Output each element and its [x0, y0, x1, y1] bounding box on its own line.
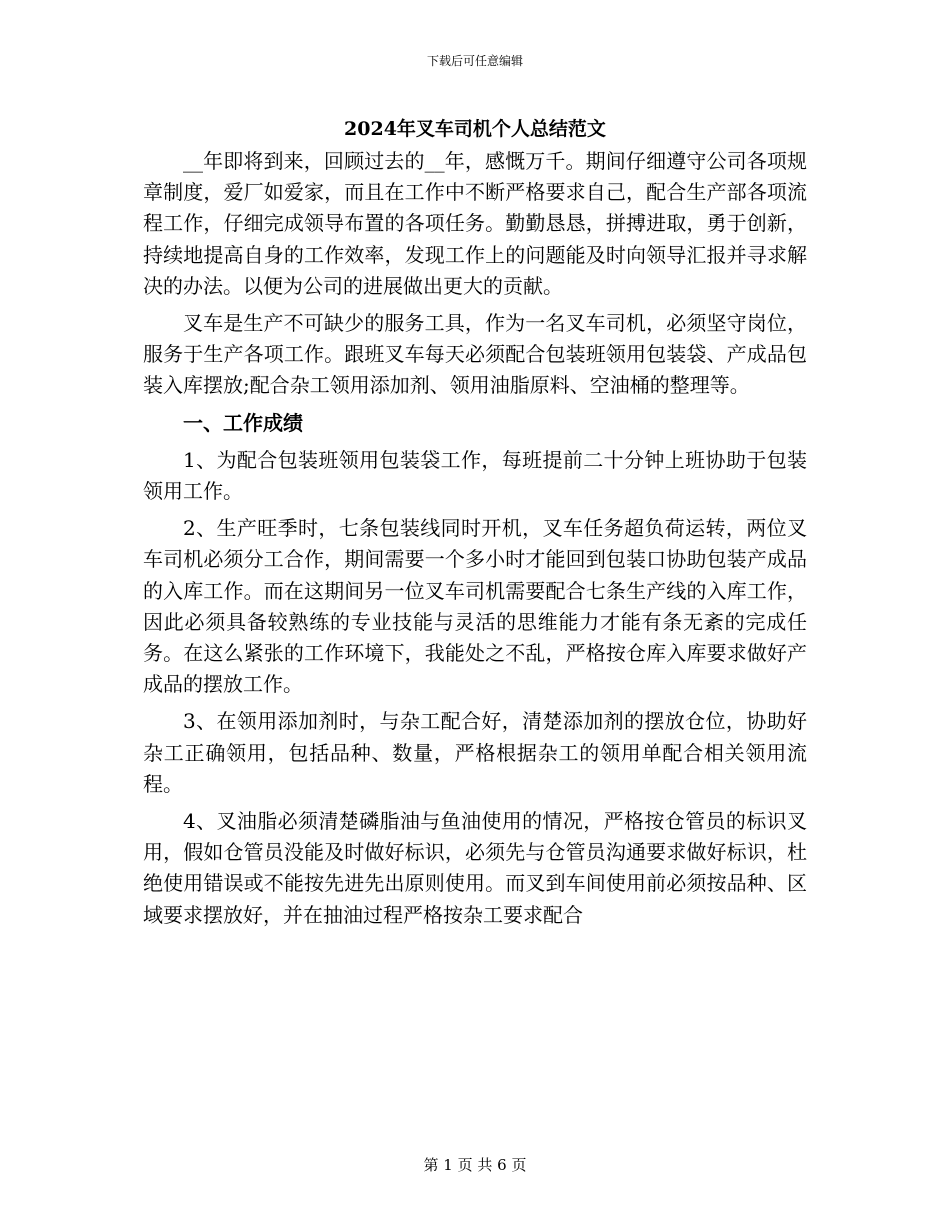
list-item: 1、为配合包装班领用包装袋工作，每班提前二十分钟上班协助于包装领用工作。: [143, 447, 807, 504]
section-heading-work-results: 一、工作成绩: [183, 410, 303, 435]
list-item: 2、生产旺季时，七条包装线同时开机，叉车任务超负荷运转，两位叉车司机必须分工合作，期间需要一个多小时才能回到包装口协助包装产成品的入库工作。而在这期间另一位叉车司机需要配合七条生产线的入库工作，因此必须具备较熟练的专业技能与灵活的思维能力才能有条无紊的完成任务。在这么紧张的工作环境下，我能处之不乱，严格按仓库入库要求做好产成品的摆放工作。: [143, 516, 807, 697]
page-header-note: 下载后可任意编辑: [426, 54, 523, 68]
document-title: 2024年叉车司机个人总结范文: [344, 118, 606, 140]
page-number: 第 1 页 共 6 页: [423, 1156, 527, 1174]
intro-paragraph: __年即将到来，回顾过去的__年，感慨万千。期间仔细遵守公司各项规章制度，爱厂如爱家，而且在工作中不断严格要求自己，配合生产部各项流程工作，仔细完成领导布置的各项任务。勤勤恳恳，拼搏进取，勇于创新，持续地提高自身的工作效率，发现工作上的问题能及时向领导汇报并寻求解决的办法。以便为公司的进展做出更大的贡献。: [143, 149, 807, 298]
document-body: [143, 146, 807, 937]
list-item: 4、叉油脂必须清楚磷脂油与鱼油使用的情况，严格按仓管员的标识叉用，假如仓管员没能及时做好标识，必须先与仓管员沟通要求做好标识，杜绝使用错误或不能按先进先出原则使用。而叉到车间使用前必须按品种、区域要求摆放好，并在抽油过程严格按杂工要求配合: [143, 809, 807, 927]
forklift-duty-paragraph: 叉车是生产不可缺少的服务工具，作为一名叉车司机，必须坚守岗位，服务于生产各项工作。跟班叉车每天必须配合包装班领用包装袋、产成品包装入库摆放;配合杂工领用添加剂、领用油脂原料、空油桶的整理等。: [143, 311, 807, 398]
list-item: 3、在领用添加剂时，与杂工配合好，清楚添加剂的摆放仓位，协助好杂工正确领用，包括品种、数量，严格根据杂工的领用单配合相关领用流程。: [143, 709, 807, 796]
